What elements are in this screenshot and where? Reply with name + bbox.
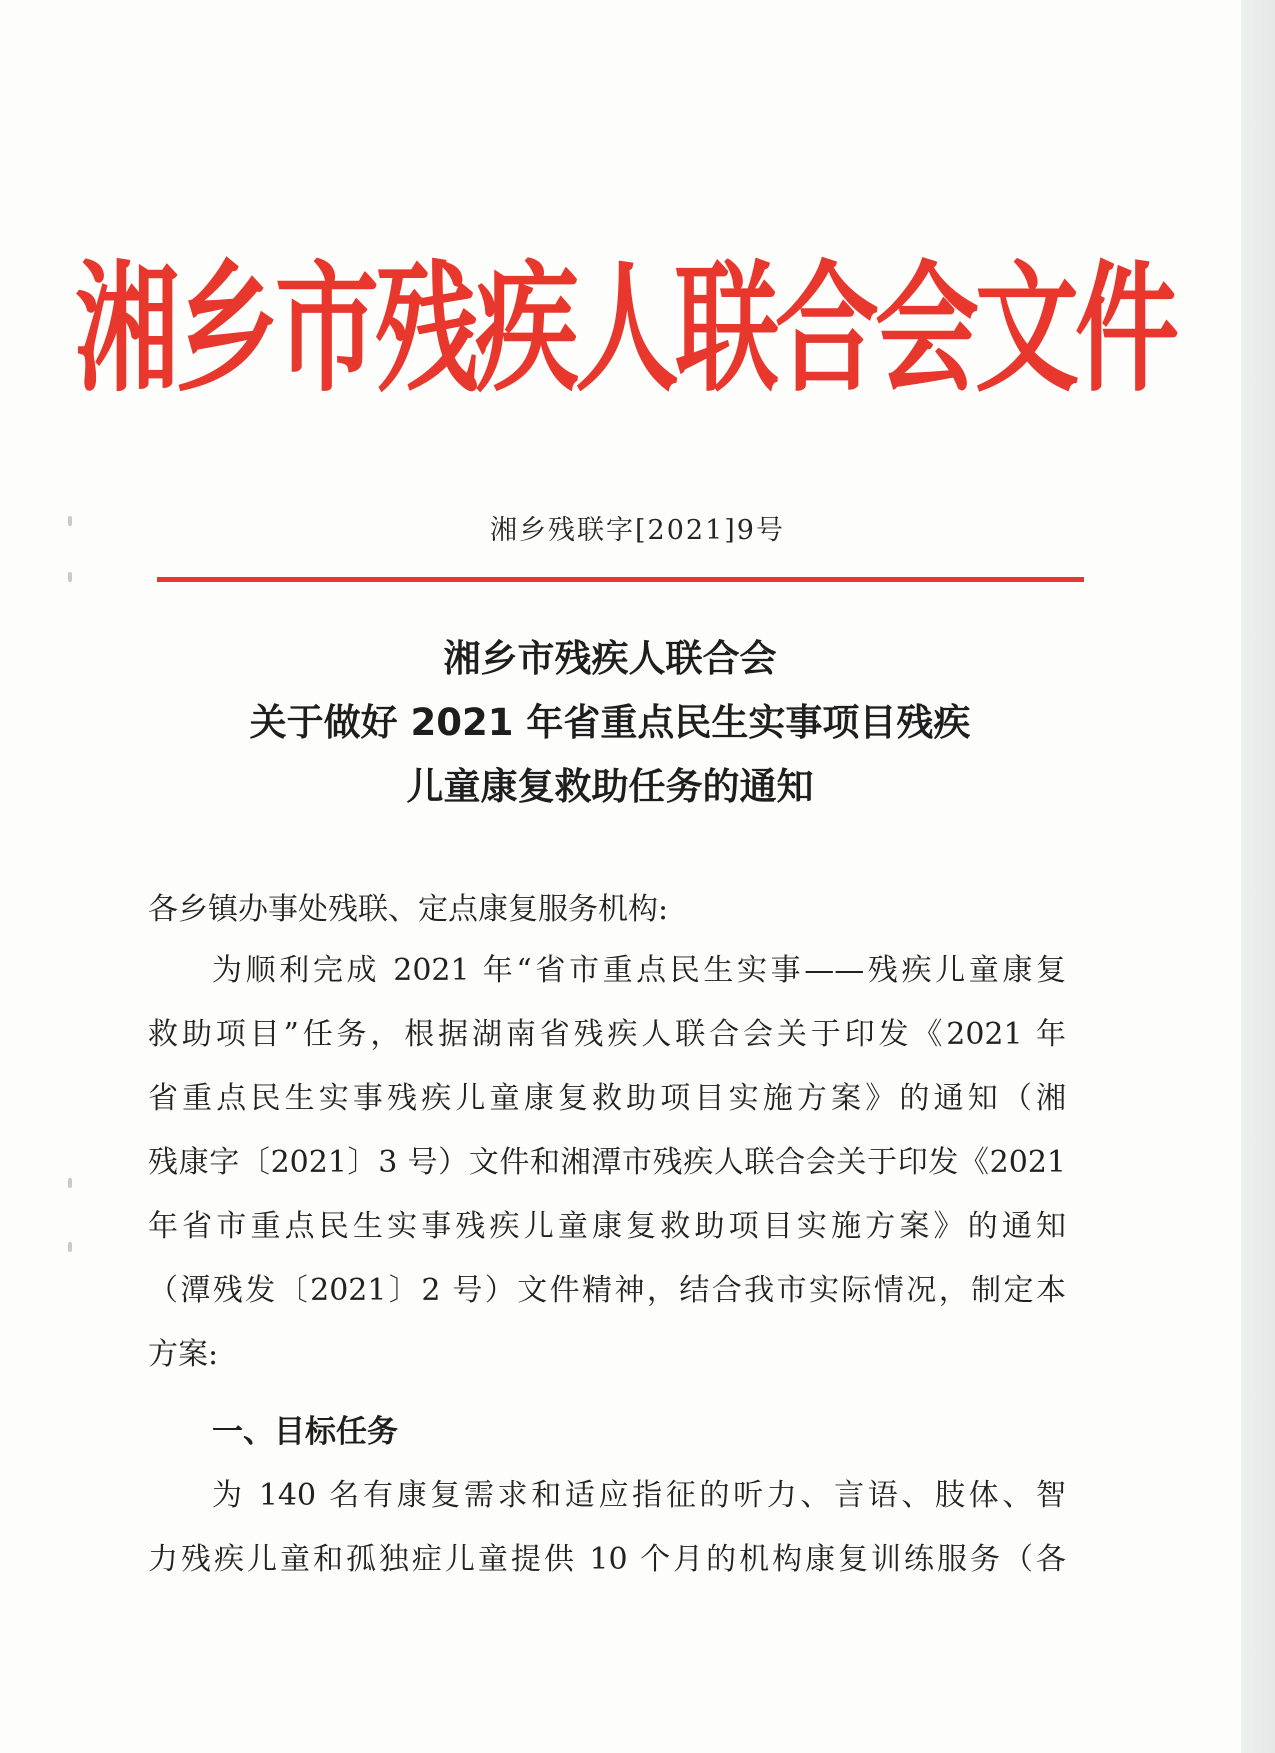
section-heading: 一、目标任务 [212, 1414, 398, 1450]
paragraph-line: 为顺利完成 2021 年“省市重点民生实事——残疾儿童康复 [212, 953, 1066, 988]
binding-hole-mark [68, 572, 72, 582]
paragraph-line: 年省市重点民生实事残疾儿童康复救助项目实施方案》的通知 [148, 1209, 1066, 1244]
title-line-2: 关于做好 2021 年省重点民生实事项目残疾 [249, 701, 971, 744]
salutation: 各乡镇办事处残联、定点康复服务机构: [148, 892, 669, 927]
paragraph-line: 救助项目”任务，根据湖南省残疾人联合会关于印发《2021 年 [148, 1017, 1066, 1052]
binding-hole-mark [68, 1242, 72, 1252]
paragraph-line: 方案: [148, 1337, 219, 1372]
binding-hole-mark [68, 1178, 72, 1188]
red-divider-line [157, 577, 1084, 582]
red-masthead: 湘乡市残疾人联合会文件 [75, 246, 1176, 412]
paragraph-line: 残康字〔2021〕3 号）文件和湘潭市残疾人联合会关于印发《2021 [148, 1145, 1066, 1180]
paragraph-line: 省重点民生实事残疾儿童康复救助项目实施方案》的通知（湘 [148, 1081, 1066, 1116]
title-line-1: 湘乡市残疾人联合会 [443, 637, 777, 680]
title-line-3: 儿童康复救助任务的通知 [406, 765, 814, 808]
scan-edge [1241, 0, 1275, 1753]
paragraph-line: 为 140 名有康复需求和适应指征的听力、言语、肢体、智 [212, 1478, 1066, 1513]
paragraph-line: 力残疾儿童和孤独症儿童提供 10 个月的机构康复训练服务（各 [148, 1542, 1066, 1577]
document-number: 湘乡残联字[2021]9号 [490, 515, 785, 546]
paragraph-line: （潭残发〔2021〕2 号）文件精神，结合我市实际情况，制定本 [148, 1273, 1066, 1308]
